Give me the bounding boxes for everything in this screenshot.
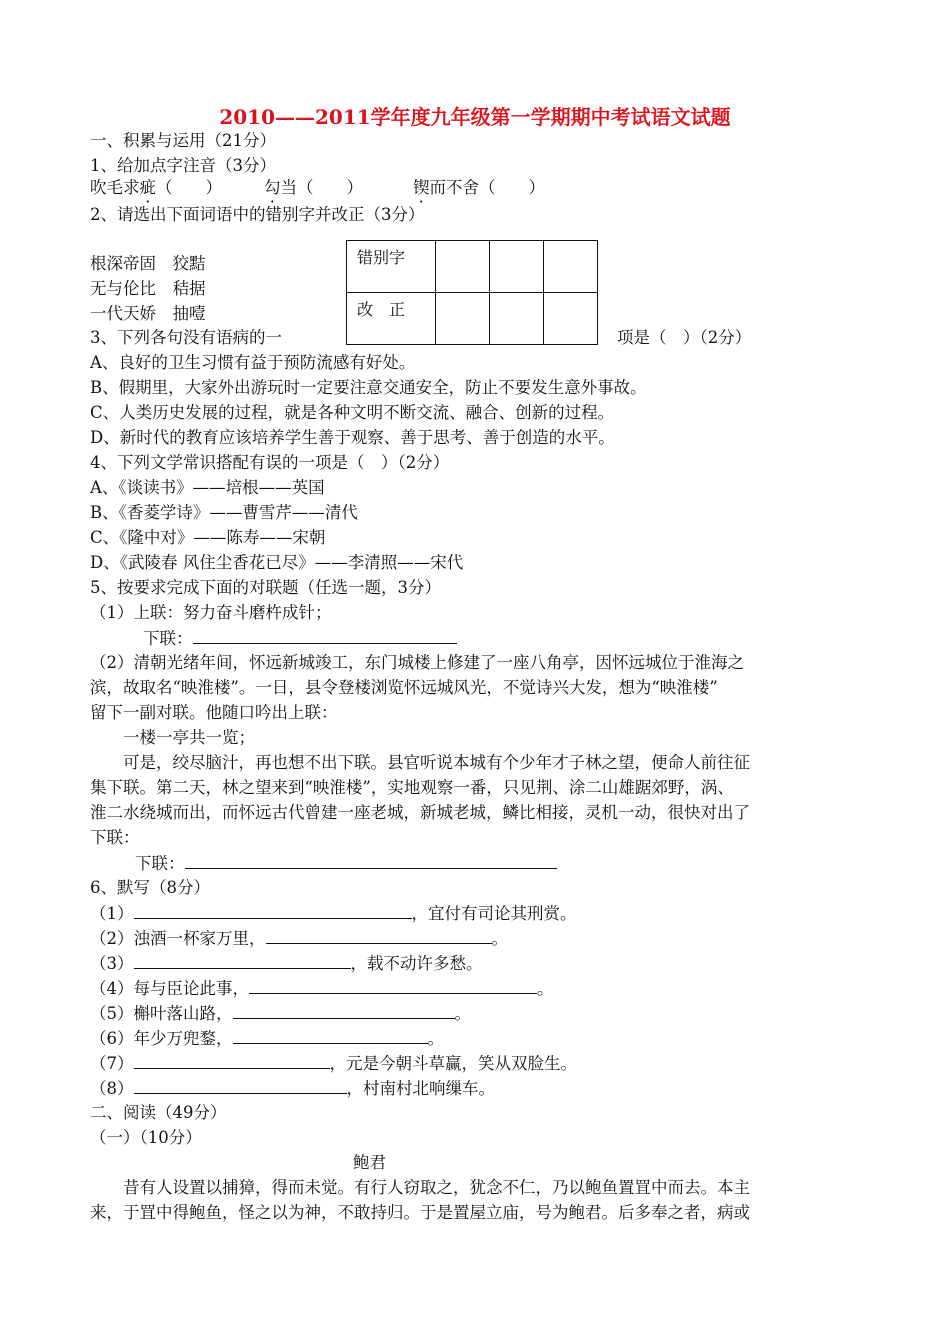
- q5-story-line-1: 可是，绞尽脑汁，再也想不出下联。县官听说本城有个少年才子林之望，便命人前往征: [123, 753, 750, 772]
- q5-sub1: （1）上联：努力奋斗磨杵成针；: [90, 603, 332, 622]
- q6-item-7: （7） ，元是今朝斗草赢，笑从双脸生。: [90, 1054, 577, 1073]
- q6-item-4: （4）每与臣论此事， 。: [90, 979, 554, 998]
- q2-stem: 2、请选出下面词语中的错别字并改正（3分）: [90, 205, 425, 224]
- q5-story-line-2: 集下联。第二天，林之望来到“映淮楼”，实地观察一番，只见荆、涂二山雄踞郊野，涡、: [90, 778, 734, 797]
- answer-cell[interactable]: [544, 241, 598, 293]
- q6-item-6: （6）年少万兜鍪， 。: [90, 1029, 444, 1048]
- q4-option-b: B、《香菱学诗》——曹雪芹——清代: [90, 503, 358, 522]
- q3-option-c: C、人类历史发展的过程，就是各种文明不断交流、融合、创新的过程。: [90, 403, 615, 422]
- correction-table: [346, 240, 598, 345]
- answer-cell[interactable]: [436, 293, 490, 345]
- q1-item-2: 勾当（ ）: [264, 178, 363, 197]
- q1-items: [90, 178, 545, 198]
- q6-item-8: （8） ，村南村北响缫车。: [90, 1079, 495, 1098]
- answer-blank[interactable]: [134, 903, 412, 919]
- section-heading-2: 二、阅读（49分）: [90, 1103, 227, 1122]
- q6-item-3: （3） ，载不动许多愁。: [90, 954, 483, 973]
- table-header-correction: 改 正: [347, 293, 436, 345]
- table-row: [347, 293, 598, 345]
- q5-xialian-1: 下联：: [143, 628, 457, 649]
- answer-blank[interactable]: [249, 978, 537, 994]
- answer-cell[interactable]: [436, 241, 490, 293]
- q5-sub2-line-3: 留下一副对联。他随口吟出上联：: [90, 703, 338, 722]
- q2-word-row-2: 无与伦比 秸据: [90, 279, 206, 298]
- q6-item-1: （1） ，宜付有司论其刑赏。: [90, 904, 577, 923]
- answer-blank[interactable]: [233, 1028, 428, 1044]
- q4-option-d: D、《武陵春 风住尘香花已尽》——李清照——宋代: [90, 553, 464, 572]
- q5-sub2-line-2: 滨，故取名“映淮楼”。一日，县令登楼浏览怀远城风光，不觉诗兴大发，想为“映淮楼”: [90, 678, 718, 697]
- q6-item-5: （5）槲叶落山路， 。: [90, 1004, 471, 1023]
- answer-blank[interactable]: [134, 1053, 330, 1069]
- document-title: 2010——2011学年度九年级第一学期期中考试语文试题: [219, 105, 731, 129]
- q4-stem: 4、下列文学常识搭配有误的一项是（ ）（2分）: [90, 453, 450, 472]
- passage-line-1: 昔有人设置以捕獐，得而未觉。有行人窃取之，犹念不仁，乃以鲍鱼置罝中而去。本主: [123, 1178, 750, 1197]
- q3-stem-left: 3、下列各句没有语病的一: [90, 328, 282, 347]
- q1-item-3: 锲而不舍（ ）: [413, 178, 545, 197]
- section-heading-1: 一、积累与运用（21分）: [90, 131, 276, 150]
- answer-blank[interactable]: [134, 953, 351, 969]
- q3-stem-right: 项是（ ）（2分）: [617, 328, 752, 347]
- answer-blank[interactable]: [266, 928, 492, 944]
- answer-cell[interactable]: [490, 241, 544, 293]
- q6-stem: 6、默写（8分）: [90, 878, 210, 897]
- q6-item-2: （2）浊酒一杯家万里， 。: [90, 929, 508, 948]
- reading-sub-heading: （一）（10分）: [90, 1128, 202, 1147]
- q1-stem: 1、给加点字注音（3分）: [90, 156, 276, 175]
- q3-option-d: D、新时代的教育应该培养学生善于观察、善于思考、善于创造的水平。: [90, 428, 615, 447]
- q5-story-line-4: 下联：: [90, 828, 140, 847]
- table-row: [347, 241, 598, 293]
- q5-stem: 5、按要求完成下面的对联题（任选一题，3分）: [90, 578, 441, 597]
- answer-cell[interactable]: [490, 293, 544, 345]
- answer-blank[interactable]: [185, 853, 557, 869]
- answer-blank[interactable]: [193, 628, 457, 644]
- q1-item-1: 吹毛求疵（ ）: [90, 178, 222, 197]
- answer-blank[interactable]: [233, 1003, 455, 1019]
- passage-title: 鲍君: [353, 1153, 386, 1172]
- q3-option-a: A、良好的卫生习惯有益于预防流感有好处。: [90, 353, 416, 372]
- table-header-wrong-char: 错别字: [347, 241, 436, 293]
- q5-sub2-line-1: （2）清朝光绪年间，怀远新城竣工，东门城楼上修建了一座八角亭，因怀远城位于淮海之: [90, 653, 744, 672]
- q4-option-a: A、《谈读书》——培根——英国: [90, 478, 325, 497]
- q4-option-c: C、《隆中对》——陈寿——宋朝: [90, 528, 326, 547]
- answer-cell[interactable]: [544, 293, 598, 345]
- passage-line-2: 来，于罝中得鲍鱼，怪之以为神，不敢持归。于是置屋立庙，号为鲍君。后多奉之者，病或: [90, 1203, 750, 1222]
- q5-story-line-3: 淮二水绕城而出，而怀远古代曾建一座老城，新城老城，鳞比相接，灵机一动，很快对出了: [90, 803, 750, 822]
- q2-word-row-1: 根深帝固 狡黠: [90, 254, 206, 273]
- answer-blank[interactable]: [134, 1078, 347, 1094]
- q2-word-row-3: 一代天娇 抽噎: [90, 304, 206, 323]
- q3-option-b: B、假期里，大家外出游玩时一定要注意交通安全，防止不要发生意外事故。: [90, 378, 647, 397]
- q5-shanglian: 一楼一亭共一览；: [123, 728, 255, 747]
- q5-xialian-2: 下联：: [135, 853, 557, 874]
